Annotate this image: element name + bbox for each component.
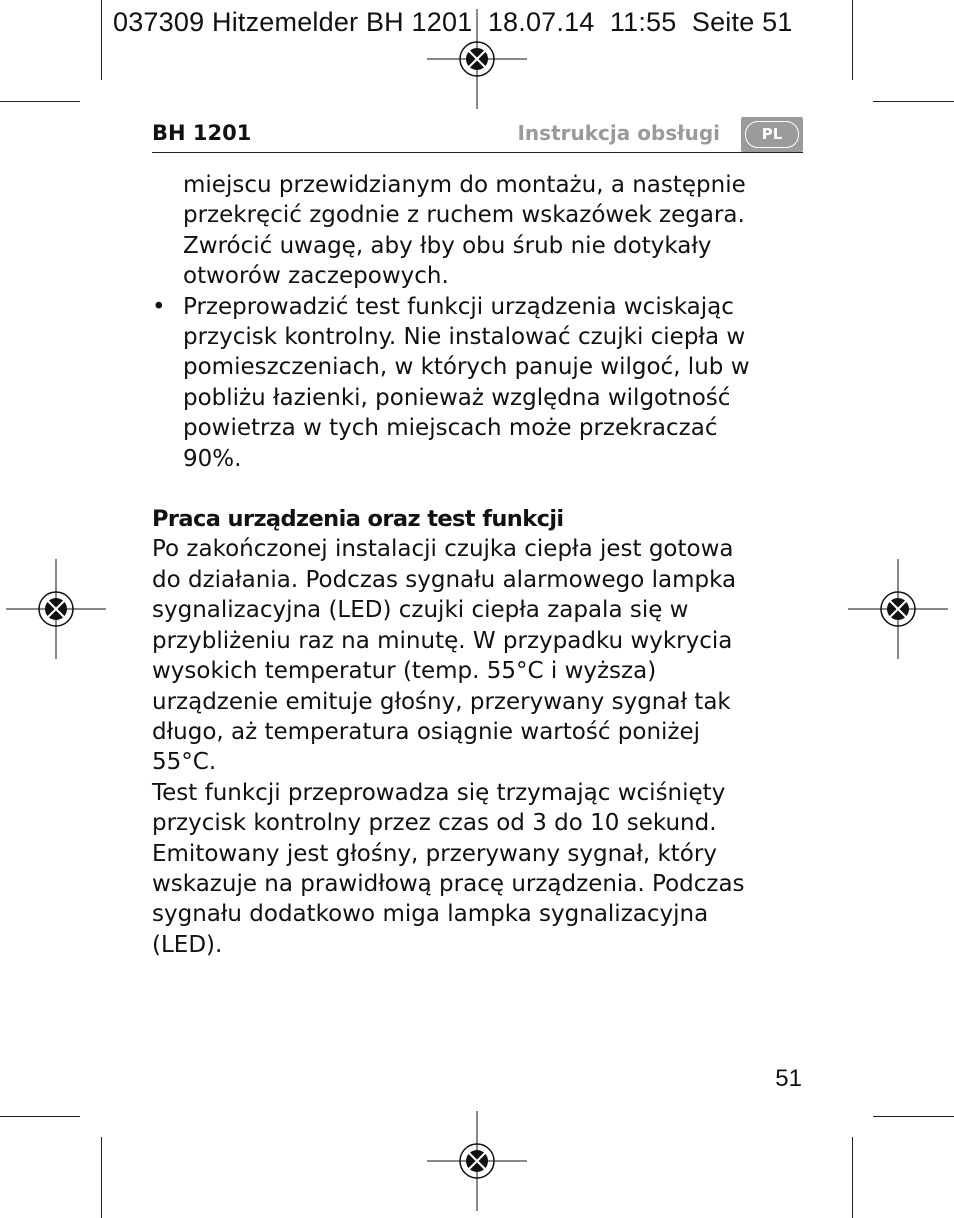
page-content [152,170,812,960]
header-rule [152,152,803,153]
text-line: sygnału dodatkowo miga lampka sygnalizacyjna [152,901,709,928]
text-line: przybliżeniu raz na minutę. W przypadku wykrycia [152,627,733,654]
crop-mark-top-right-horizontal [873,101,954,102]
text-line: otworów zaczepowych. [183,263,449,290]
paragraph-spacer [152,474,812,504]
text-line: wskazuje na prawidłową pracę urządzenia. Podczas [152,870,745,897]
text-line: miejscu przewidzianym do montażu, a następnie [183,172,746,198]
bullet-dot: • [152,293,166,320]
print-slug: 037309 Hitzemelder BH 1201 18.07.14 11:55 Seite 51 [113,7,793,37]
text-line: pobliżu łazienki, ponieważ względna wilgotność [183,384,731,411]
text-line: Zwrócić uwagę, aby łby obu śrub nie dotykały [183,232,712,259]
text-line: (LED). [152,931,223,958]
text-line: przycisk kontrolny przez czas od 3 do 10 sekund. [152,810,717,837]
text-line: powietrza w tych miejscach może przekraczać [183,415,718,442]
text-line: Test funkcji przeprowadza się trzymając wciśnięty [152,779,726,806]
text-line: Przeprowadzić test funkcji urządzenia wciskając [183,293,734,320]
page-number: 51 [775,1065,802,1092]
bullet-item [152,292,812,474]
text-line: 55°C. [152,749,217,776]
text-line: urządzenie emituje głośny, przerywany sygnał tak [152,688,731,715]
text-line: długo, aż temperatura osiągnie wartość poniżej [152,718,701,745]
text-line: sygnalizacyjna (LED) czujki ciepła zapala się w [152,597,689,624]
paragraph-function-test [152,778,812,960]
registration-crosshair-icon [427,9,527,109]
crop-mark-top-left-horizontal [0,101,80,102]
crop-mark-bottom-right-vertical [852,1137,853,1218]
crop-mark-bottom-right-horizontal [873,1116,954,1117]
paragraph-operation [152,534,812,777]
crop-mark-bottom-left-vertical [101,1137,102,1218]
crop-mark-top-left-vertical [101,0,102,80]
text-line: przycisk kontrolny. Nie instalować czujki ciepła w [183,324,746,351]
text-line: do działania. Podczas sygnału alarmowego lampka [152,566,737,593]
header-document-type: Instrukcja obsługi [517,121,720,145]
registration-crosshair-icon [848,559,948,659]
language-badge-label: PL [745,121,799,148]
registration-crosshair-icon [427,1111,527,1211]
registration-crosshair-icon [6,559,106,659]
section-heading: Praca urządzenia oraz test funkcji [152,506,564,533]
text-line: 90%. [183,445,242,472]
text-line: wysokich temperatur (temp. 55°C i wyższa) [152,658,657,685]
crop-mark-top-right-vertical [852,0,853,80]
text-line: Po zakończonej instalacji czujka ciepła jest gotowa [152,536,734,563]
text-line: przekręcić zgodnie z ruchem wskazówek zegara. [183,202,745,229]
text-line: Emitowany jest głośny, przerywany sygnał, który [152,840,717,867]
continuation-paragraph [152,170,812,292]
language-badge [741,117,803,152]
header-model-name: BH 1201 [152,121,252,145]
text-line: pomieszczeniach, w których panuje wilgoć, lub w [183,354,750,381]
crop-mark-bottom-left-horizontal [0,1116,80,1117]
